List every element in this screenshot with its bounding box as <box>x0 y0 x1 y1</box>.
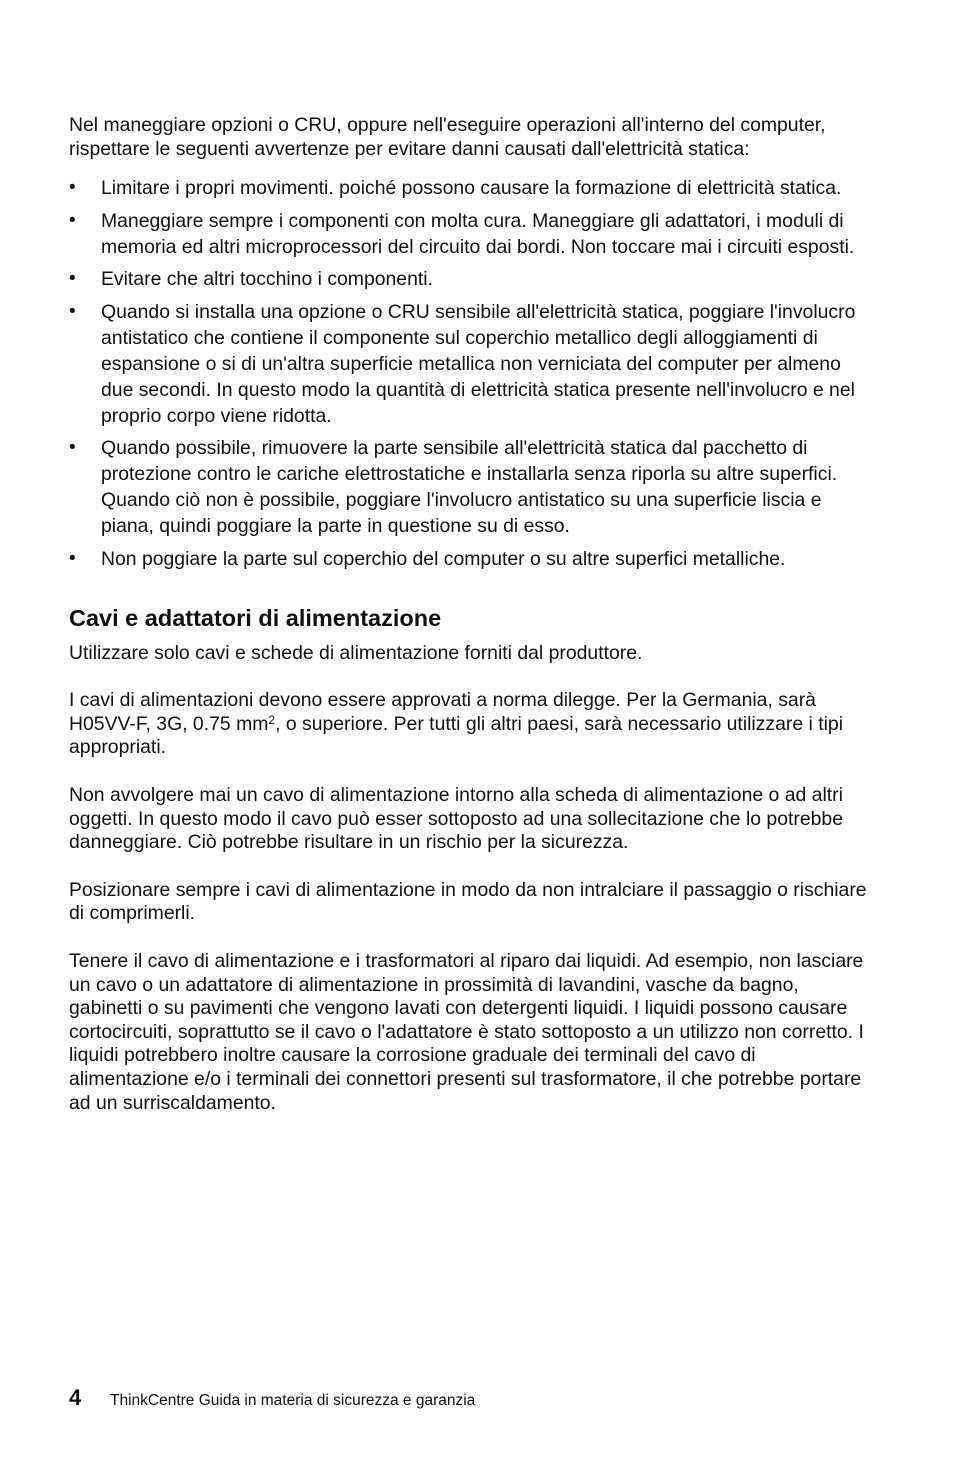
bullet-icon: • <box>69 268 76 290</box>
list-item: • Maneggiare sempre i componenti con molta cura. Maneggiare gli adattatori, i moduli di memoria ed altri microprocessori del circuito dai bordi. Non toccare mai i circuiti esposti. <box>69 209 855 258</box>
bullet-icon: • <box>69 300 76 322</box>
intro-paragraph: Nel maneggiare opzioni o CRU, oppure nell'eseguire operazioni all'interno del computer, rispettare le seguenti avvertenze per evitare danni causati dall'elettricità statica: <box>69 114 826 160</box>
list-item: • Non poggiare la parte sul coperchio del computer o su altre superfici metalliche. <box>69 547 786 570</box>
bullet-icon: • <box>69 437 76 459</box>
section-heading: Cavi e adattatori di alimentazione <box>69 604 442 631</box>
list-item: • Quando si installa una opzione o CRU sensibile all'elettricità statica, poggiare l'involucro antistatico che contiene il componente sul coperchio metallico degli alloggiamenti di espansione o si di un'altra superficie metallica non verniciata del computer per almeno due secondi. In questo modo la quantità di elettricità statica presente nell'involucro e nel proprio corpo viene ridotta. <box>69 300 856 427</box>
footer-title: ThinkCentre Guida in materia di sicurezza e garanzia <box>110 1392 476 1409</box>
precautions-list <box>69 175 869 572</box>
page-footer <box>69 1385 475 1411</box>
bullet-icon: • <box>69 547 76 569</box>
paragraph-cables-standard: I cavi di alimentazioni devono essere approvati a norma dilegge. Per la Germania, sarà H05VV-F, 3G, 0.75 $mm^2$, o superiore. Per tutti gli altri paesi, sarà necessario utilizzare i tipi appropriati. <box>69 689 844 759</box>
list-item: • Evitare che altri tocchino i componenti. <box>69 268 433 291</box>
list-item: • Limitare i propri movimenti. poiché possono causare la formazione di elettricità statica. <box>69 177 842 200</box>
bullet-icon: • <box>69 177 76 199</box>
paragraph-cables-routing: Posizionare sempre i cavi di alimentazione in modo da non intralciare il passaggio o rischiare di comprimerli. <box>69 878 867 925</box>
paragraph-cables-liquids: Tenere il cavo di alimentazione e i trasformatori al riparo dai liquidi. Ad esempio, non lasciare un cavo o un adattatore di alimentazione in prossimità di lavandini, vasche da bagno, gabinetti o su pavimenti che vengono lavati con detergenti liquidi. I liquidi possono causare cortocircuiti, soprattutto se il cavo o l'adattatore è stato sottoposto a un utilizzo non corretto. I liquidi potrebbero inoltre causare la corrosione graduale dei terminali del cavo di alimentazione e/o i terminali dei connettori presenti sul trasformatore, il che potrebbe portare ad un surriscaldamento. <box>69 950 864 1114</box>
paragraph-cables-wrapping: Non avvolgere mai un cavo di alimentazione intorno alla scheda di alimentazione o ad altri oggetti. In questo modo il cavo può esser sottoposto ad una sollecitazione che lo potrebbe danneggiare. Ciò potrebbe risultare in un rischio per la sicurezza. <box>69 784 843 854</box>
list-item: • Quando possibile, rimuovere la parte sensibile all'elettricità statica dal pacchetto di protezione contro le cariche elettrostatiche e installarla senza riporla su altre superfici. Quando ciò non è possibile, poggiare l'involucro antistatico su una superficie liscia e piana, quindi poggiare la parte in questione su di esso. <box>69 437 838 538</box>
page-number: 4 <box>69 1385 82 1410</box>
bullet-icon: • <box>69 209 76 231</box>
paragraph-cables-source: Utilizzare solo cavi e schede di alimentazione forniti dal produttore. <box>69 641 643 664</box>
page-content <box>69 114 869 1139</box>
